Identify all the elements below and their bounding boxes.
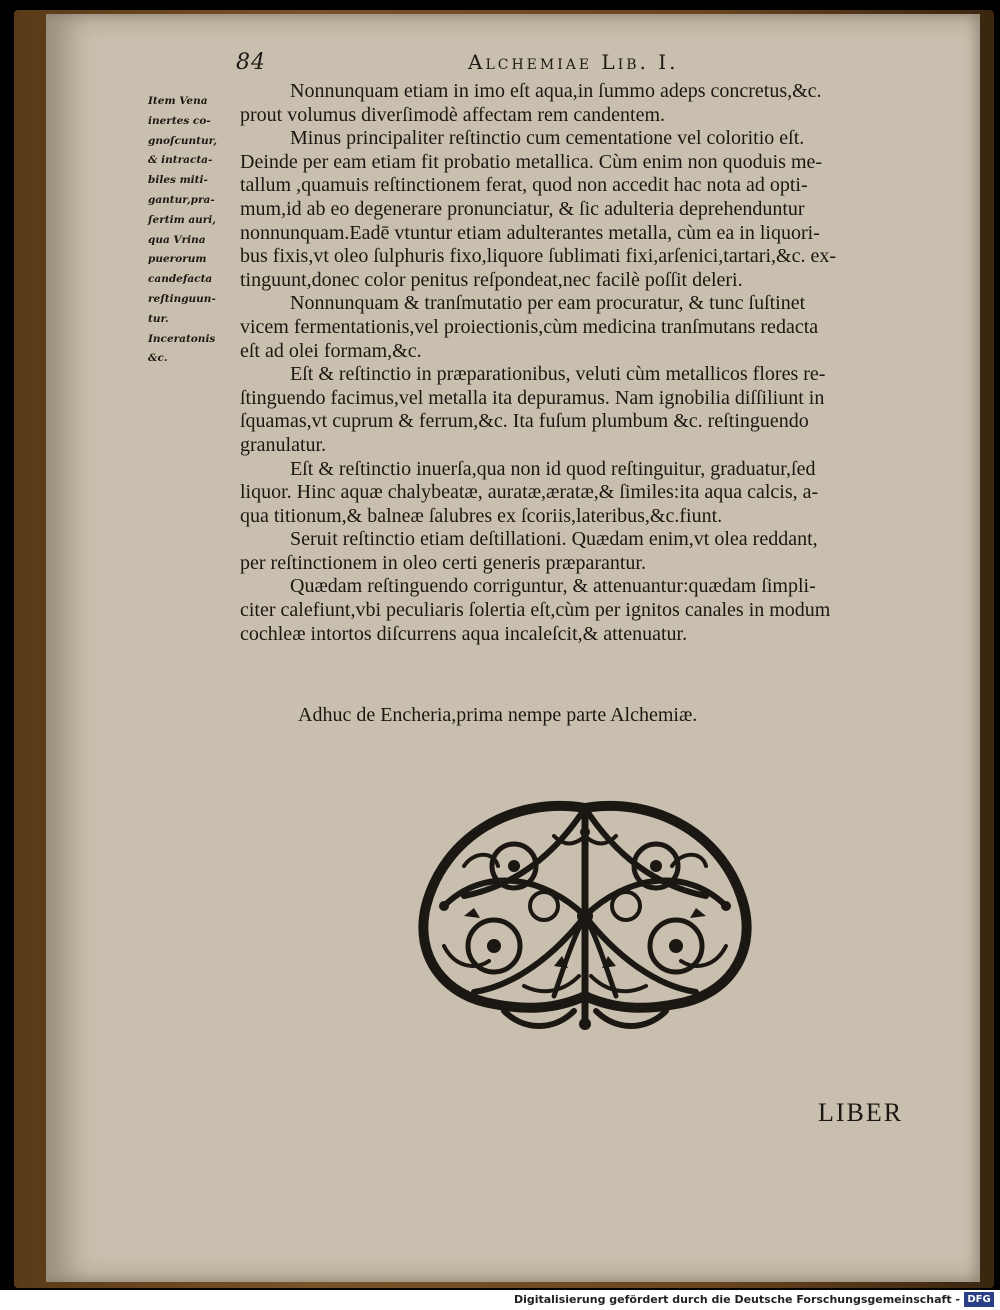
marginal-line: biles miti- <box>148 174 208 187</box>
text-line: ſquamas,vt cuprum & ferrum,&c. Ita fuſum plumbum &c. reſtinguendo <box>240 410 809 433</box>
marginal-line: Item Vena <box>148 95 208 107</box>
marginal-line: gnoſcuntur, <box>148 134 218 147</box>
text-line: Nonnunquam etiam in imo eſt aqua,in ſummo adeps concretus,&c. <box>290 80 822 102</box>
text-line: qua titionum,& balneæ ſalubres ex ſcoriis,lateribus,&c.fiunt. <box>240 504 723 527</box>
marginal-line: reſtinguun- <box>148 292 216 305</box>
text-line: citer calefiunt,vbi peculiaris ſolertia eſt,cùm per ignitos canales in modum <box>240 599 831 622</box>
text-line: Quædam reſtinguendo corriguntur, & attenuantur:quædam ſimpli- <box>290 575 816 598</box>
footer-credit: Digitalisierung gefördert durch die Deutsche Forschungsgemeinschaft - <box>513 1293 960 1306</box>
marginal-line: Inceratonis <box>148 332 216 345</box>
marginal-line: gantur,pra- <box>148 193 215 206</box>
text-line: tallum ,quamuis reſtinctionem ferat, quod non accedit hac nota ad opti- <box>240 174 808 197</box>
text-line: ſtinguendo facimus,vel metalla ita depuramus. Nam ignobilia diſſiliunt in <box>240 386 825 409</box>
marginal-line: ſertim auri, <box>148 213 216 226</box>
text-line: Eſt & reſtinctio in præparationibus, veluti cùm metallicos flores re- <box>290 363 826 386</box>
marginal-line: tur. <box>148 312 169 325</box>
running-head: Alchemiae Lib. I. <box>468 50 679 74</box>
marginal-line: & intracta- <box>148 154 213 167</box>
body-text <box>240 80 920 646</box>
text-line: Eſt & reſtinctio inuerſa,qua non id quod reſtinguitur, graduatur,ſed <box>290 457 816 480</box>
text-line: Minus principaliter reſtinctio cum cementatione vel coloritio eſt. <box>290 127 805 150</box>
text-line: cochleæ intortos diſcurrens aqua incaleſcit,& attenuatur. <box>240 622 688 645</box>
text-line: Deinde per eam etiam fit probatio metallica. Cùm enim non quoduis me- <box>240 150 823 173</box>
ornament-icon <box>404 796 766 1036</box>
marginal-line: qua Vrina <box>148 233 206 246</box>
catchword: LIBER <box>818 1098 904 1127</box>
footer-bar <box>0 1290 1000 1310</box>
text-line: granulatur. <box>240 433 327 456</box>
text-line: bus fixis,vt oleo ſulphuris fixo,liquore ſublimati fixi,arſenici,tartari,&c. ex- <box>240 245 836 268</box>
marginal-note <box>148 92 240 369</box>
marginal-line: candefacta <box>148 273 213 286</box>
dfg-logo-icon: DFG <box>964 1292 994 1307</box>
text-line: prout volumus diverſimodè affectam rem candentem. <box>240 103 666 126</box>
text-line: Nonnunquam & tranſmutatio per eam procuratur, & tunc ſuſtinet <box>290 292 806 315</box>
text-line: nonnunquam.Eadē vtuntur etiam adulterantes metalla, cùm ea in liquori- <box>240 221 820 244</box>
text-line: vicem fermentationis,vel proiectionis,cùm medicina tranſmutans redacta <box>240 315 819 338</box>
closing-line: Adhuc de Encheria,prima nempe parte Alchemiæ. <box>298 704 698 726</box>
text-line: liquor. Hinc aquæ chalybeatæ, auratæ,æratæ,& ſimiles:ita aqua calcis, a- <box>240 481 819 504</box>
marginal-line: &c. <box>148 352 168 365</box>
text-line: Seruit reſtinctio etiam deſtillationi. Quædam enim,vt olea reddant, <box>290 528 818 551</box>
text-line: tinguunt,donec color penitus reſpondeat,nec facilè poſſit deleri. <box>240 268 743 291</box>
marginal-line: inertes co- <box>148 114 211 127</box>
page-header <box>0 50 1000 80</box>
text-line: eſt ad olei formam,&c. <box>240 339 422 362</box>
page-number: 84 <box>236 50 266 75</box>
text-line: per reſtinctionem in oleo certi generis præparantur. <box>240 551 646 574</box>
marginal-line: puerorum <box>148 253 207 266</box>
text-line: mum,id ab eo degenerare pronunciatur, & ſic adulteria deprehenduntur <box>240 197 805 220</box>
